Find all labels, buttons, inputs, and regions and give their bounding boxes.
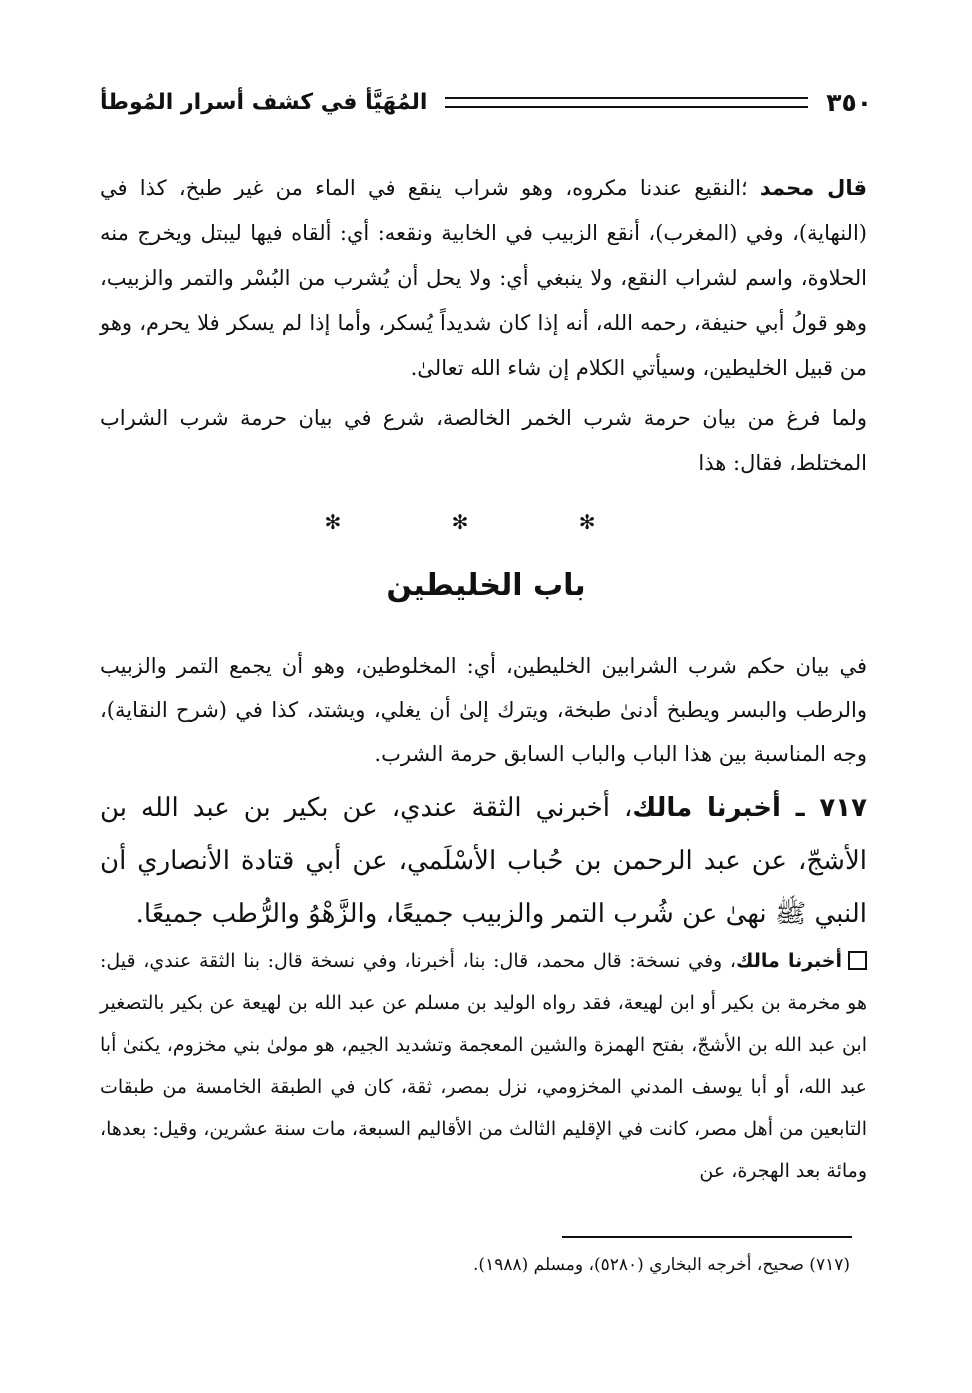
running-title: المُهَيَّأ في كشف أسرار المُوطأ [100,89,428,115]
paragraph-2 [100,396,867,486]
footnote: (٧١٧) صحيح، أخرجه البخاري (٥٢٨٠)، ومسلم (١٩٨٨). [473,1255,850,1275]
paragraph-3 [100,644,867,776]
page-number: ٣٥٠ [826,87,872,117]
paragraph-2-text: ولما فرغ من بيان حرمة شرب الخمر الخالصة، شرع في بيان حرمة شرب الشراب المختلط، فقال: هذا [100,406,867,475]
box-marker-icon [848,951,867,970]
commentary-lead: أخبرنا مالك [736,950,842,972]
commentary [100,940,867,1192]
running-header [100,82,872,122]
paragraph-1-lead: قال محمد [759,176,867,200]
footnote-rule [562,1236,852,1238]
commentary-text: ، وفي نسخة: قال محمد، قال: بنا، أخبرنا، وفي نسخة قال: بنا الثقة عندي، قيل: هو مخرمة بن بكير أو ابن لهيعة، فقد رواه الوليد بن مسلم عن عبد الله بن لهيعة عن بكير بالتصغير ابن عبد الله بن الأشجّ، بفتح الهمزة والشين المعجمة وتشديد الجيم، هو مولىٰ بني مخزوم، يكنىٰ أبا عبد الله، أو أبا يوسف المدني المخزومي، نزل بمصر، ثقة، كان في الطبقة الخامسة من طبقات التابعين من أهل مصر، كانت في الإقليم الثالث من الأقاليم السبعة، مات سنة عشرين، وقيل: بعدها، ومائة بعد الهجرة، عن [100,950,867,1182]
hadith-text [100,782,867,941]
hadith-number: ٧١٧ ـ أخبرنا مالك [632,793,867,823]
paragraph-1 [100,166,867,391]
paragraph-1-text: ؛النقيع عندنا مكروه، وهو شراب ينقع في الماء من غير طبخ، كذا في (النهاية)، وفي (المغرب)، أنقع الزبيب في الخابية ونقعه: أي: ألقاه فيها ليبتل ويخرج منه الحلاوة، واسم لشراب النقع، ولا ينبغي أي: ولا يحل أن يُشرب من البُسْر والتمر والزبيب، وهو قولُ أبي حنيفة، رحمه الله، أنه إذا كان شديداً يُسكر، وأما إذا لم يسكر فلا يحرم، وهو من قبيل الخليطين، وسيأتي الكلام إن شاء الله تعالىٰ. [100,176,867,380]
header-rule [445,97,808,108]
section-title: باب الخليطين [386,568,586,603]
section-separator: ✻ ✻ ✻ [324,510,648,534]
paragraph-3-text: في بيان حكم شرب الشرابين الخليطين، أي: المخلوطين، وهو أن يجمع التمر والزبيب والرطب والبسر ويطبخ أدنىٰ طبخة، ويترك إلىٰ أن يغلي، ويشتد، كذا في (شرح النقاية)، وجه المناسبة بين هذا الباب والباب السابق حرمة الشرب. [100,654,867,766]
hadith-body: ، أخبرني الثقة عندي، عن بكير بن عبد الله بن الأشجّ، عن عبد الرحمن بن حُباب الأسْلَمي، عن أبي قتادة الأنصاري أن النبي ﷺ نهىٰ عن شُرب التمر والزبيب جميعًا، والزَّهْوُ والرُّطب جميعًا. [100,793,867,929]
